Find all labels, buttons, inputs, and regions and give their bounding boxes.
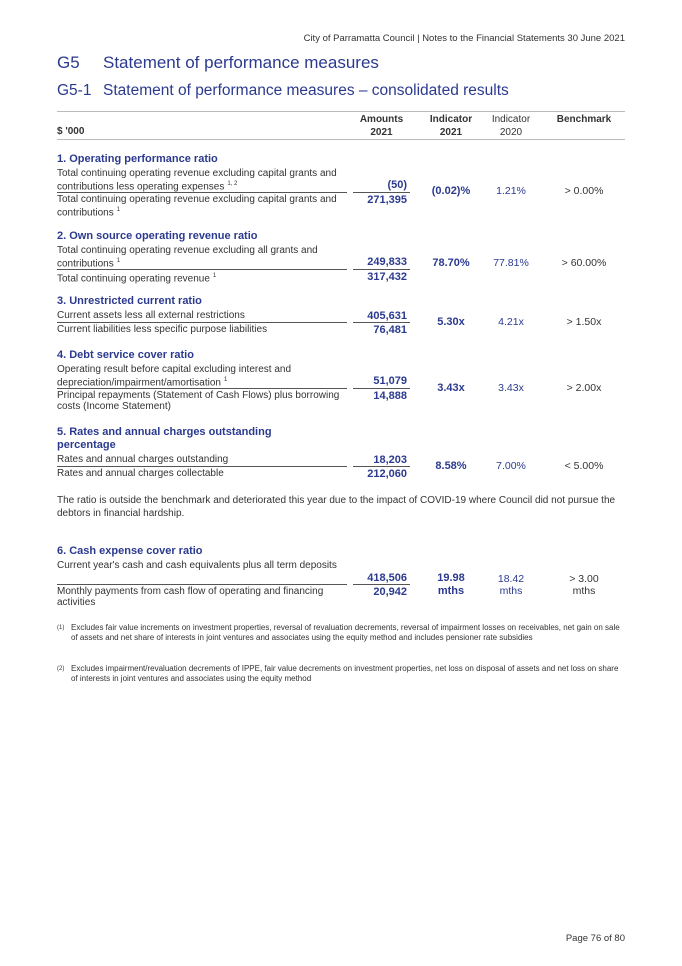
- denominator-amount: 271,395: [367, 194, 407, 206]
- numerator-amount: 18,203: [373, 454, 407, 466]
- numerator-amount: (50): [387, 179, 407, 191]
- benchmark-note: The ratio is outside the benchmark and deteriorated this year due to the impact of COVID-19 where Council did not pursue the debtors in financial hardship.: [57, 495, 616, 519]
- fraction-divider: [57, 192, 347, 193]
- amounts-header: [353, 113, 410, 139]
- section-title-line2: percentage: [57, 439, 116, 451]
- footnote-ref: 1, 2: [227, 181, 238, 187]
- indicator-2020-value: [484, 573, 538, 597]
- benchmark-value-line1: > 3.00: [569, 573, 599, 585]
- fraction-divider: [57, 322, 347, 323]
- amount-divider: [353, 269, 410, 270]
- amount-divider: [353, 584, 410, 585]
- section-title: 1. Operating performance ratio: [57, 153, 218, 165]
- denominator-text: [57, 271, 347, 284]
- denominator-text: Current liabilities less specific purpose liabilities: [57, 324, 268, 335]
- amount-divider: [353, 192, 410, 193]
- indicator-2020-value-line1: 18.42: [497, 573, 525, 585]
- indicator-2021-value-line2: mths: [437, 585, 465, 597]
- denominator-label: Total continuing operating revenue: [57, 273, 210, 285]
- footnote-ref: 1: [212, 273, 217, 279]
- denominator-amount: 317,432: [367, 271, 407, 283]
- section-title: 6. Cash expense cover ratio: [57, 545, 203, 557]
- denominator-label: Total continuing operating revenue excluding capital grants and contributions: [57, 194, 337, 219]
- amounts-header-line2: 2021: [370, 127, 393, 138]
- indicator-2021-value: 78.70%: [432, 257, 470, 269]
- footnote-mark: (2): [57, 666, 65, 672]
- indicator-2020-header-line2: 2020: [499, 127, 523, 138]
- benchmark-header: Benchmark: [556, 114, 612, 125]
- fraction-divider: [57, 466, 347, 467]
- subtitle-text: Statement of performance measures – consolidated results: [103, 82, 509, 99]
- section-title: 3. Unrestricted current ratio: [57, 295, 202, 307]
- footnote-text: Excludes fair value increments on investment properties, reversal of revaluation decrements, reversal of impairment losses on receivables, net gain on sale of assets and net share of interests in joint ventures and associates using the equity method and includes pensioner rate subsidies: [71, 623, 620, 642]
- numerator-text: Current year's cash and cash equivalents plus all term deposits: [57, 560, 337, 571]
- indicator-2021-value: 3.43x: [437, 382, 465, 394]
- footnote-text: Excludes impairment/revaluation decrements of IPPE, fair value decrements on investment properties, net loss on disposal of assets and net loss on share of interests in joint ventures and associates using the equity method: [71, 664, 619, 683]
- section-title: 4. Debt service cover ratio: [57, 349, 194, 361]
- indicator-2020-value: 3.43x: [498, 382, 524, 394]
- numerator-amount: 51,079: [373, 375, 407, 387]
- indicator-2021-header-line1: Indicator: [429, 114, 473, 125]
- numerator-text: Rates and annual charges outstanding: [57, 454, 229, 465]
- benchmark-value: [548, 573, 620, 597]
- benchmark-value: > 0.00%: [564, 185, 604, 197]
- denominator-text: Rates and annual charges collectable: [57, 468, 224, 479]
- indicator-2021-value: 8.58%: [435, 460, 467, 472]
- benchmark-value: > 60.00%: [561, 257, 607, 269]
- numerator-label: Operating result before capital excluding interest and depreciation/impairment/amortisation: [57, 364, 292, 389]
- numerator-amount: 405,631: [367, 310, 407, 322]
- numerator-text: [57, 168, 347, 192]
- footnote: [57, 623, 625, 643]
- benchmark-value: > 2.00x: [566, 382, 602, 394]
- denominator-text: [57, 194, 347, 218]
- footnote-mark: (1): [57, 625, 65, 631]
- title-text: Statement of performance measures: [103, 53, 379, 72]
- header-bottom-rule: [57, 139, 625, 140]
- indicator-2021-header: [420, 113, 482, 139]
- fraction-divider: [57, 388, 347, 389]
- numerator-amount: 249,833: [367, 256, 407, 268]
- amount-divider: [353, 388, 410, 389]
- indicator-2020-header-line1: Indicator: [491, 114, 531, 125]
- indicator-2020-value: 1.21%: [496, 185, 526, 197]
- amounts-header-line1: Amounts: [359, 114, 404, 125]
- indicator-2020-value: 77.81%: [493, 257, 529, 269]
- indicator-2021-value: (0.02)%: [431, 185, 471, 197]
- amount-divider: [353, 322, 410, 323]
- page-subtitle: [57, 82, 509, 100]
- table-top-rule: [57, 111, 625, 112]
- numerator-text: Current assets less all external restrictions: [57, 310, 245, 321]
- page-header: City of Parramatta Council | Notes to the Financial Statements 30 June 2021: [303, 33, 625, 44]
- benchmark-value: > 1.50x: [566, 316, 602, 328]
- section-title: 2. Own source operating revenue ratio: [57, 230, 258, 242]
- fraction-divider: [57, 584, 347, 585]
- denominator-amount: 76,481: [373, 324, 407, 336]
- footnote-ref: 1: [116, 258, 121, 264]
- numerator-amount: 418,506: [367, 572, 407, 584]
- fraction-divider: [57, 269, 347, 270]
- numerator-text: [57, 364, 347, 388]
- indicator-2020-value: 4.21x: [498, 316, 524, 328]
- subtitle-number: G5-1: [57, 82, 92, 99]
- indicator-2020-header: [484, 113, 538, 139]
- page-title: [57, 53, 379, 73]
- benchmark-value-line2: mths: [572, 585, 596, 597]
- section-title-line1: 5. Rates and annual charges outstanding: [57, 426, 272, 438]
- denominator-amount: 20,942: [373, 586, 407, 598]
- denominator-amount: 14,888: [373, 390, 407, 402]
- amount-divider: [353, 466, 410, 467]
- numerator-label: Total continuing operating revenue excluding all grants and contributions: [57, 245, 318, 270]
- denominator-amount: 212,060: [367, 468, 407, 480]
- indicator-2021-header-line2: 2021: [439, 127, 463, 138]
- footnote: [57, 664, 625, 684]
- indicator-2021-value-line1: 19.98: [437, 572, 465, 584]
- title-number: G5: [57, 53, 80, 72]
- page-number: Page 76 of 80: [565, 933, 625, 944]
- indicator-2020-value: 7.00%: [496, 460, 526, 472]
- footnote-ref: 1: [223, 377, 228, 383]
- numerator-label: Total continuing operating revenue excluding capital grants and contributions less operating expenses: [57, 168, 337, 193]
- indicator-2020-value-line2: mths: [499, 585, 523, 597]
- denominator-text: Principal repayments (Statement of Cash Flows) plus borrowing costs (Income Statement): [57, 390, 340, 412]
- section-title: [57, 426, 272, 452]
- footnote-ref: 1: [116, 207, 121, 213]
- indicator-2021-value: 5.30x: [437, 316, 465, 328]
- numerator-text: [57, 245, 347, 269]
- benchmark-value: < 5.00%: [564, 460, 604, 472]
- indicator-2021-value: [420, 572, 482, 598]
- currency-header: $ '000: [57, 126, 85, 137]
- denominator-text: Monthly payments from cash flow of operating and financing activities: [57, 586, 324, 608]
